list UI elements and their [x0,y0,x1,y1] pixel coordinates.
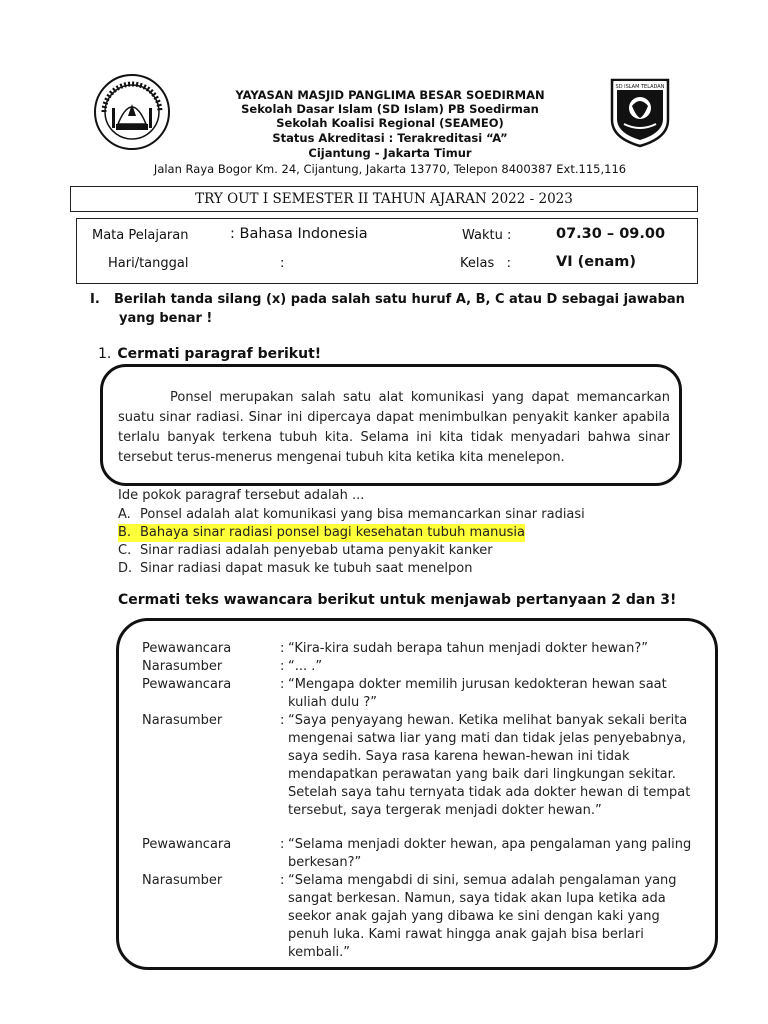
option-text: Sinar radiasi adalah penyebab utama penyakit kanker [140,543,493,558]
option-letter: A. [118,507,131,522]
time-label: Waktu : [462,228,512,243]
option-text: Sinar radiasi dapat masuk ke tubuh saat menelpon [140,561,473,576]
interview-row [142,872,702,962]
interview-colon: : [280,713,285,728]
interview-row [142,712,702,820]
interview-row [142,836,702,872]
interview-text: “Saya penyayang hewan. Ketika melihat banyak sekali berita mengenai satwa liar yang mati dan tidak jelas penyebabnya, saya sedih. Saya rasa karena hewan-hewan ini tidak mendapatkan perawatan yang baik dari lingkungan sekitar. Setelah saya tahu ternyata tidak ada dokter hewan di tempat tersebut, saya tergerak menjadi dokter hewan.” [288,713,691,818]
interview-text: “Selama mengabdi di sini, semua adalah pengalaman yang sangat berkesan. Namun, saya tidak akan lupa ketika ada seekor anak gajah yang dibawa ke sini dengan kaki yang penuh luka. Kami rawat hingga anak gajah bisa berlari kembali.” [288,873,677,960]
interview-instruction: Cermati teks wawancara berikut untuk menjawab pertanyaan 2 dan 3! [118,592,677,608]
option-letter: D. [118,561,133,576]
interview-speaker: Pewawancara [142,641,232,656]
paragraph-content: Ponsel merupakan salah satu alat komunikasi yang dapat memancarkan suatu sinar radiasi. Sinar ini dipercaya dapat menimbulkan penyakit kanker apabila terlalu banyak terkena tubuh kita. Selama ini kita tidak menyadari bahwa sinar tersebut terus-menerus mengenai tubuh kita ketika kita menelepon. [118,390,670,465]
section-instruction-line2: yang benar ! [119,311,213,326]
option-letter: C. [118,543,132,558]
interview-speaker: Narasumber [142,873,223,888]
interview-speaker: Narasumber [142,713,223,728]
class-label: Kelas : [460,256,512,271]
foundation-name: YAYASAN MASJID PANGLIMA BESAR SOEDIRMAN [235,88,545,102]
time-value: 07.30 – 09.00 [556,226,666,242]
paragraph-text [118,388,670,468]
day-value: : [280,256,285,271]
interview-row [142,658,702,676]
interview-speaker: Pewawancara [142,837,232,852]
interview-text: “Mengapa dokter memilih jurusan kedokteran hewan saat kuliah dulu ?” [288,677,667,710]
subject-label: Mata Pelajaran [92,228,189,243]
section-instructions [90,290,690,328]
interview-row [142,676,702,712]
interview-text: “Kira-kira sudah berapa tahun menjadi dokter hewan?” [288,641,648,656]
day-label: Hari/tanggal [108,256,189,271]
subject-value: : Bahasa Indonesia [230,226,368,242]
school-city: Cijantung - Jakarta Timur [308,146,472,160]
exam-title-text: TRY OUT I SEMESTER II TAHUN AJARAN 2022 - 2023 [195,191,573,207]
coalition-name: Sekolah Koalisi Regional (SEAMEO) [276,116,504,130]
interview-speaker: Pewawancara [142,677,232,692]
option-a[interactable] [118,506,585,524]
section-instruction-line1: Berilah tanda silang (x) pada salah satu huruf A, B, C atau D sebagai jawaban [114,292,685,307]
question1-instruction-text: Cermati paragraf berikut! [117,346,322,362]
question1-instruction [98,346,321,362]
question1-number: 1. [98,346,112,362]
option-c[interactable] [118,542,493,560]
interview-colon: : [280,677,285,692]
option-text: Bahaya sinar radiasi ponsel bagi kesehatan tubuh manusia [140,525,525,540]
option-b[interactable] [118,524,525,542]
school-name: Sekolah Dasar Islam (SD Islam) PB Soedirman [241,102,539,116]
exam-title [70,186,698,212]
question1-prompt: Ide pokok paragraf tersebut adalah ... [118,488,365,503]
section-number: I. [90,292,100,307]
option-d[interactable] [118,560,472,578]
interview-colon: : [280,659,285,674]
svg-text:SD ISLAM TELADAN: SD ISLAM TELADAN [615,84,665,90]
interview-text: “Selama menjadi dokter hewan, apa pengalaman yang paling berkesan?” [288,837,692,870]
option-text: Ponsel adalah alat komunikasi yang bisa memancarkan sinar radiasi [140,507,585,522]
accreditation-status: Status Akreditasi : Terakreditasi “A” [272,131,508,145]
option-letter: B. [118,525,132,540]
interview-text: “... .” [288,659,323,674]
interview-colon: : [280,641,285,656]
school-address: Jalan Raya Bogor Km. 24, Cijantung, Jakarta 13770, Telepon 8400387 Ext.115,116 [153,162,627,176]
interview-colon: : [280,873,285,888]
interview-colon: : [280,837,285,852]
interview-speaker: Narasumber [142,659,223,674]
interview-row [142,640,702,658]
class-value: VI (enam) [556,254,636,270]
